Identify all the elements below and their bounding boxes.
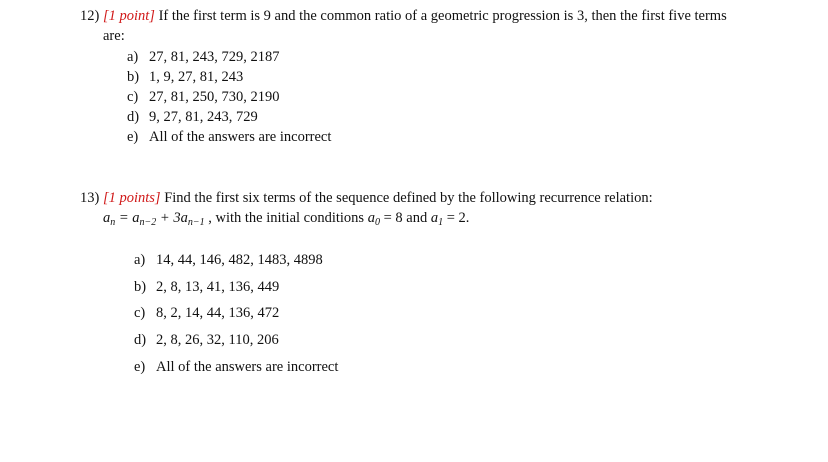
q12-points: [1 point] bbox=[102, 8, 155, 24]
option-text: All of the answers are incorrect bbox=[156, 359, 339, 375]
and-word: and bbox=[406, 210, 428, 226]
q12-number: 12) bbox=[80, 8, 100, 24]
option-letter: b) bbox=[134, 279, 147, 295]
q13-option-e[interactable] bbox=[134, 360, 338, 375]
q13-number: 13) bbox=[80, 190, 100, 206]
option-text: 27, 81, 243, 729, 2187 bbox=[149, 49, 280, 65]
condition-a1: = 2. bbox=[446, 210, 470, 226]
condition-a0: = 8 bbox=[383, 210, 403, 226]
a1-symbol: $a_1$ bbox=[430, 210, 444, 228]
q12-option-d[interactable] bbox=[127, 110, 258, 125]
option-letter: c) bbox=[134, 305, 146, 321]
option-text: 2, 8, 13, 41, 136, 449 bbox=[156, 279, 280, 295]
option-letter: a) bbox=[134, 252, 146, 268]
q12-option-e[interactable] bbox=[127, 130, 331, 145]
q13-option-b[interactable] bbox=[134, 280, 279, 295]
q13-stem-line1 bbox=[80, 191, 653, 206]
option-text: 14, 44, 146, 482, 1483, 4898 bbox=[156, 252, 323, 268]
option-letter: c) bbox=[127, 89, 139, 105]
relation-suffix: , with the initial conditions bbox=[208, 210, 365, 226]
q13-option-a[interactable] bbox=[134, 253, 323, 268]
q12-stem-line1 bbox=[80, 9, 727, 24]
option-letter: e) bbox=[127, 129, 139, 145]
q12-stem-line2: are: bbox=[103, 28, 125, 44]
option-letter: d) bbox=[127, 109, 140, 125]
a0-symbol: $a_0$ bbox=[367, 210, 380, 228]
q13-recurrence-line bbox=[103, 211, 469, 228]
q12-text-line1: If the first term is 9 and the common ratio of a geometric progression is 3, then the first five terms bbox=[158, 8, 727, 24]
option-text: 8, 2, 14, 44, 136, 472 bbox=[156, 305, 280, 321]
option-text: 1, 9, 27, 81, 243 bbox=[149, 69, 244, 85]
q13-text-line1: Find the first six terms of the sequence defined by the following recurrence relation: bbox=[164, 190, 653, 206]
q13-option-c[interactable] bbox=[134, 306, 279, 321]
q13-points: [1 points] bbox=[102, 190, 161, 206]
q12-option-c[interactable] bbox=[127, 90, 280, 105]
option-text: 2, 8, 26, 32, 110, 206 bbox=[156, 332, 279, 348]
q13-option-d[interactable] bbox=[134, 333, 279, 348]
q12-option-a[interactable] bbox=[127, 50, 280, 65]
option-letter: a) bbox=[127, 49, 139, 65]
option-text: All of the answers are incorrect bbox=[149, 129, 332, 145]
option-text: 27, 81, 250, 730, 2190 bbox=[149, 89, 280, 105]
option-text: 9, 27, 81, 243, 729 bbox=[149, 109, 258, 125]
option-letter: b) bbox=[127, 69, 140, 85]
q12-option-b[interactable] bbox=[127, 70, 243, 85]
option-letter: e) bbox=[134, 359, 146, 375]
recurrence-formula: $a_n = a_{n-2} + 3a_{n-1}$ bbox=[103, 210, 205, 228]
option-letter: d) bbox=[134, 332, 147, 348]
